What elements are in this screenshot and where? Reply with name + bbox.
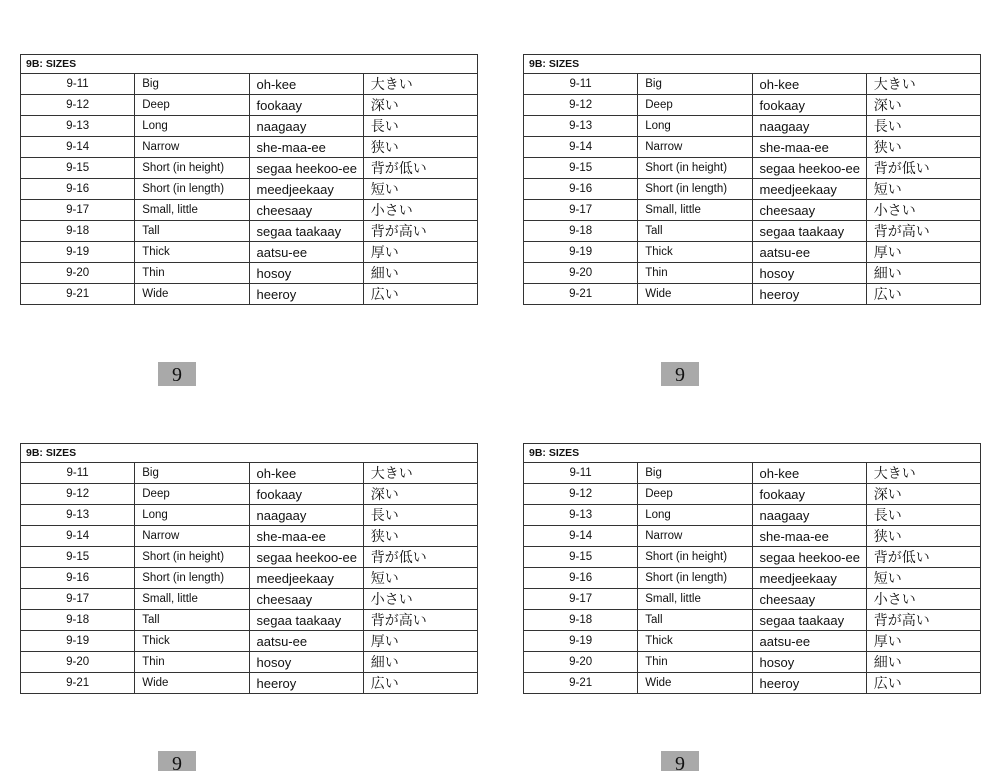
romaji-pronunciation: meedjeekaay — [249, 568, 363, 589]
english-word: Long — [135, 505, 249, 526]
romaji-pronunciation: segaa taakaay — [249, 610, 363, 631]
english-word: Thin — [638, 263, 752, 284]
entry-number: 9-21 — [21, 284, 135, 305]
japanese-word: 大きい — [866, 74, 980, 95]
english-word: Short (in height) — [638, 547, 752, 568]
english-word: Thin — [135, 652, 249, 673]
romaji-pronunciation: meedjeekaay — [752, 568, 866, 589]
english-word: Narrow — [135, 137, 249, 158]
table-row — [524, 242, 981, 263]
entry-number: 9-14 — [21, 137, 135, 158]
table-row — [21, 116, 478, 137]
japanese-word: 長い — [866, 116, 980, 137]
japanese-word: 深い — [363, 95, 477, 116]
table-row — [21, 284, 478, 305]
table-row — [524, 631, 981, 652]
entry-number: 9-17 — [524, 200, 638, 221]
english-word: Wide — [135, 673, 249, 694]
entry-number: 9-15 — [524, 547, 638, 568]
entry-number: 9-19 — [21, 631, 135, 652]
english-word: Long — [638, 505, 752, 526]
japanese-word: 厚い — [866, 631, 980, 652]
english-word: Narrow — [638, 137, 752, 158]
table-row — [524, 673, 981, 694]
table-row — [524, 158, 981, 179]
table-row — [21, 74, 478, 95]
japanese-word: 細い — [363, 263, 477, 284]
romaji-pronunciation: oh-kee — [752, 463, 866, 484]
entry-number: 9-11 — [21, 463, 135, 484]
table-row — [524, 484, 981, 505]
japanese-word: 長い — [866, 505, 980, 526]
english-word: Deep — [638, 484, 752, 505]
romaji-pronunciation: segaa heekoo-ee — [752, 547, 866, 568]
romaji-pronunciation: meedjeekaay — [249, 179, 363, 200]
japanese-word: 背が高い — [866, 610, 980, 631]
romaji-pronunciation: segaa heekoo-ee — [249, 547, 363, 568]
japanese-word: 背が低い — [363, 158, 477, 179]
english-word: Tall — [135, 221, 249, 242]
japanese-word: 背が低い — [363, 547, 477, 568]
romaji-pronunciation: fookaay — [752, 484, 866, 505]
romaji-pronunciation: heeroy — [249, 284, 363, 305]
english-word: Tall — [135, 610, 249, 631]
entry-number: 9-20 — [21, 652, 135, 673]
table-row — [21, 463, 478, 484]
vocab-table — [20, 443, 478, 694]
english-word: Thick — [638, 242, 752, 263]
japanese-word: 深い — [866, 484, 980, 505]
japanese-word: 細い — [866, 263, 980, 284]
romaji-pronunciation: aatsu-ee — [752, 242, 866, 263]
romaji-pronunciation: cheesaay — [249, 200, 363, 221]
romaji-pronunciation: heeroy — [249, 673, 363, 694]
japanese-word: 背が高い — [363, 221, 477, 242]
romaji-pronunciation: naagaay — [752, 116, 866, 137]
table-row — [21, 505, 478, 526]
japanese-word: 細い — [363, 652, 477, 673]
english-word: Long — [638, 116, 752, 137]
english-word: Short (in height) — [135, 158, 249, 179]
japanese-word: 厚い — [363, 631, 477, 652]
japanese-word: 深い — [363, 484, 477, 505]
vocab-table — [523, 443, 981, 694]
entry-number: 9-14 — [21, 526, 135, 547]
entry-number: 9-21 — [524, 673, 638, 694]
english-word: Narrow — [638, 526, 752, 547]
english-word: Big — [638, 74, 752, 95]
table-row — [21, 158, 478, 179]
japanese-word: 小さい — [866, 200, 980, 221]
table-row — [21, 137, 478, 158]
table-row — [21, 95, 478, 116]
romaji-pronunciation: she-maa-ee — [752, 137, 866, 158]
japanese-word: 小さい — [363, 589, 477, 610]
japanese-word: 小さい — [866, 589, 980, 610]
english-word: Thick — [135, 242, 249, 263]
table-row — [21, 200, 478, 221]
table-row — [524, 505, 981, 526]
japanese-word: 細い — [866, 652, 980, 673]
table-row — [21, 673, 478, 694]
table-row — [21, 610, 478, 631]
page-number: 9 — [661, 362, 699, 386]
english-word: Thin — [638, 652, 752, 673]
romaji-pronunciation: aatsu-ee — [249, 631, 363, 652]
vocab-card-bottom-left — [20, 443, 478, 694]
english-word: Wide — [638, 284, 752, 305]
entry-number: 9-18 — [524, 610, 638, 631]
english-word: Thick — [638, 631, 752, 652]
table-row — [21, 652, 478, 673]
english-word: Deep — [135, 95, 249, 116]
table-row — [524, 463, 981, 484]
entry-number: 9-14 — [524, 526, 638, 547]
romaji-pronunciation: she-maa-ee — [249, 526, 363, 547]
english-word: Short (in length) — [135, 179, 249, 200]
table-row — [524, 589, 981, 610]
english-word: Short (in length) — [638, 568, 752, 589]
english-word: Small, little — [638, 589, 752, 610]
english-word: Thin — [135, 263, 249, 284]
english-word: Deep — [638, 95, 752, 116]
entry-number: 9-18 — [21, 221, 135, 242]
japanese-word: 短い — [363, 179, 477, 200]
japanese-word: 短い — [866, 179, 980, 200]
romaji-pronunciation: aatsu-ee — [249, 242, 363, 263]
table-row — [21, 179, 478, 200]
japanese-word: 深い — [866, 95, 980, 116]
entry-number: 9-16 — [524, 568, 638, 589]
romaji-pronunciation: fookaay — [249, 484, 363, 505]
table-row — [524, 179, 981, 200]
romaji-pronunciation: hosoy — [752, 263, 866, 284]
table-row — [524, 547, 981, 568]
japanese-word: 大きい — [363, 463, 477, 484]
japanese-word: 背が低い — [866, 158, 980, 179]
romaji-pronunciation: oh-kee — [249, 463, 363, 484]
romaji-pronunciation: naagaay — [249, 505, 363, 526]
entry-number: 9-16 — [524, 179, 638, 200]
entry-number: 9-18 — [21, 610, 135, 631]
entry-number: 9-20 — [524, 263, 638, 284]
table-row — [21, 242, 478, 263]
romaji-pronunciation: hosoy — [752, 652, 866, 673]
english-word: Wide — [638, 673, 752, 694]
entry-number: 9-12 — [524, 95, 638, 116]
romaji-pronunciation: segaa taakaay — [752, 610, 866, 631]
romaji-pronunciation: segaa heekoo-ee — [752, 158, 866, 179]
table-row — [524, 568, 981, 589]
entry-number: 9-17 — [524, 589, 638, 610]
romaji-pronunciation: she-maa-ee — [752, 526, 866, 547]
entry-number: 9-20 — [21, 263, 135, 284]
romaji-pronunciation: naagaay — [752, 505, 866, 526]
table-row — [21, 484, 478, 505]
romaji-pronunciation: heeroy — [752, 673, 866, 694]
romaji-pronunciation: fookaay — [752, 95, 866, 116]
english-word: Narrow — [135, 526, 249, 547]
japanese-word: 狭い — [866, 526, 980, 547]
romaji-pronunciation: oh-kee — [249, 74, 363, 95]
japanese-word: 短い — [866, 568, 980, 589]
entry-number: 9-21 — [524, 284, 638, 305]
romaji-pronunciation: segaa taakaay — [249, 221, 363, 242]
entry-number: 9-19 — [21, 242, 135, 263]
table-row — [524, 74, 981, 95]
section-title: 9B: SIZES — [524, 444, 981, 463]
japanese-word: 厚い — [363, 242, 477, 263]
romaji-pronunciation: cheesaay — [249, 589, 363, 610]
english-word: Short (in height) — [135, 547, 249, 568]
english-word: Wide — [135, 284, 249, 305]
english-word: Short (in height) — [638, 158, 752, 179]
japanese-word: 広い — [866, 673, 980, 694]
vocab-table — [523, 54, 981, 305]
table-row — [524, 137, 981, 158]
english-word: Thick — [135, 631, 249, 652]
page-number: 9 — [661, 751, 699, 771]
japanese-word: 背が高い — [866, 221, 980, 242]
japanese-word: 狭い — [363, 526, 477, 547]
table-row — [524, 116, 981, 137]
japanese-word: 厚い — [866, 242, 980, 263]
romaji-pronunciation: naagaay — [249, 116, 363, 137]
japanese-word: 広い — [866, 284, 980, 305]
entry-number: 9-20 — [524, 652, 638, 673]
english-word: Big — [638, 463, 752, 484]
page-number: 9 — [158, 362, 196, 386]
table-row — [524, 610, 981, 631]
page-number: 9 — [158, 751, 196, 771]
table-row — [21, 221, 478, 242]
entry-number: 9-17 — [21, 589, 135, 610]
entry-number: 9-12 — [21, 95, 135, 116]
japanese-word: 小さい — [363, 200, 477, 221]
vocab-card-top-right — [523, 54, 981, 305]
entry-number: 9-13 — [21, 505, 135, 526]
table-row — [524, 526, 981, 547]
english-word: Small, little — [638, 200, 752, 221]
entry-number: 9-15 — [21, 158, 135, 179]
japanese-word: 大きい — [363, 74, 477, 95]
entry-number: 9-12 — [524, 484, 638, 505]
english-word: Big — [135, 74, 249, 95]
table-row — [524, 652, 981, 673]
romaji-pronunciation: segaa heekoo-ee — [249, 158, 363, 179]
romaji-pronunciation: oh-kee — [752, 74, 866, 95]
japanese-word: 狭い — [363, 137, 477, 158]
english-word: Short (in length) — [638, 179, 752, 200]
entry-number: 9-13 — [524, 116, 638, 137]
entry-number: 9-15 — [524, 158, 638, 179]
japanese-word: 狭い — [866, 137, 980, 158]
english-word: Short (in length) — [135, 568, 249, 589]
vocab-card-bottom-right — [523, 443, 981, 694]
entry-number: 9-21 — [21, 673, 135, 694]
entry-number: 9-15 — [21, 547, 135, 568]
entry-number: 9-16 — [21, 568, 135, 589]
table-row — [21, 547, 478, 568]
romaji-pronunciation: hosoy — [249, 263, 363, 284]
entry-number: 9-13 — [21, 116, 135, 137]
table-row — [21, 263, 478, 284]
entry-number: 9-11 — [524, 74, 638, 95]
romaji-pronunciation: fookaay — [249, 95, 363, 116]
entry-number: 9-17 — [21, 200, 135, 221]
japanese-word: 短い — [363, 568, 477, 589]
table-row — [21, 631, 478, 652]
entry-number: 9-12 — [21, 484, 135, 505]
english-word: Small, little — [135, 200, 249, 221]
entry-number: 9-14 — [524, 137, 638, 158]
romaji-pronunciation: cheesaay — [752, 200, 866, 221]
section-title: 9B: SIZES — [21, 55, 478, 74]
entry-number: 9-11 — [524, 463, 638, 484]
japanese-word: 背が高い — [363, 610, 477, 631]
table-row — [21, 589, 478, 610]
japanese-word: 広い — [363, 284, 477, 305]
romaji-pronunciation: meedjeekaay — [752, 179, 866, 200]
english-word: Deep — [135, 484, 249, 505]
romaji-pronunciation: heeroy — [752, 284, 866, 305]
table-row — [21, 568, 478, 589]
english-word: Long — [135, 116, 249, 137]
english-word: Big — [135, 463, 249, 484]
english-word: Tall — [638, 221, 752, 242]
romaji-pronunciation: she-maa-ee — [249, 137, 363, 158]
table-row — [524, 95, 981, 116]
japanese-word: 広い — [363, 673, 477, 694]
section-title: 9B: SIZES — [524, 55, 981, 74]
japanese-word: 長い — [363, 116, 477, 137]
english-word: Small, little — [135, 589, 249, 610]
section-title: 9B: SIZES — [21, 444, 478, 463]
entry-number: 9-13 — [524, 505, 638, 526]
japanese-word: 大きい — [866, 463, 980, 484]
japanese-word: 長い — [363, 505, 477, 526]
entry-number: 9-19 — [524, 242, 638, 263]
english-word: Tall — [638, 610, 752, 631]
table-row — [524, 200, 981, 221]
vocab-table — [20, 54, 478, 305]
entry-number: 9-11 — [21, 74, 135, 95]
romaji-pronunciation: cheesaay — [752, 589, 866, 610]
japanese-word: 背が低い — [866, 547, 980, 568]
entry-number: 9-18 — [524, 221, 638, 242]
table-row — [21, 526, 478, 547]
entry-number: 9-19 — [524, 631, 638, 652]
romaji-pronunciation: hosoy — [249, 652, 363, 673]
vocab-card-top-left — [20, 54, 478, 305]
table-row — [524, 221, 981, 242]
romaji-pronunciation: aatsu-ee — [752, 631, 866, 652]
romaji-pronunciation: segaa taakaay — [752, 221, 866, 242]
entry-number: 9-16 — [21, 179, 135, 200]
table-row — [524, 284, 981, 305]
table-row — [524, 263, 981, 284]
